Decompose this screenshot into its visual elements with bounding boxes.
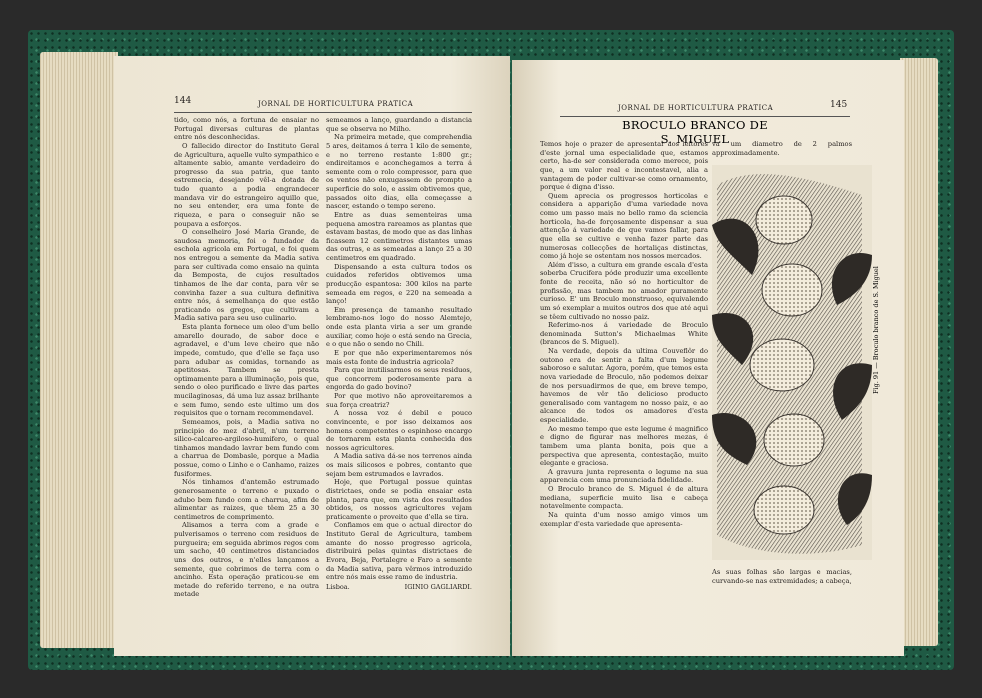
paragraph: Nós tinhamos d'antemão estrumado generosamente o terreno e puxado o adubo bem fundo com a charrua, afim de alimentar as raizes, que têem 25 a 30 centimetros de comprimento. <box>174 478 319 521</box>
paragraph: Hoje, que Portugal possue quintas districtaes, onde se podia ensaiar esta planta, para que, em vista dos resultados obtidos, os nossos agricultores vejam praticamente o proveito que d'ella se tira. <box>326 478 472 521</box>
paragraph: semeamos a lanço, guardando a distancia que se observa no Milho. <box>326 116 472 133</box>
left-page <box>114 56 510 656</box>
paragraph: A gravura junta representa o legume na sua apparencia com uma pronunciada fidelidade. <box>540 467 708 485</box>
paragraph: Entre as duas sementeiras uma pequena amostra rareamos as plantas que estavam bastas, de modo que as das linhas ficassem 12 centimetros distantes umas das outras, e as semeadas a lanço 25 a 30 centimetros em quadrado. <box>326 210 472 262</box>
header-rule <box>560 116 850 117</box>
paragraph: Referimo-nos á variedade de Broculo denominada Sutton's Michaelmas White (brancos de S. Miguel). <box>540 321 708 347</box>
paragraph: Na verdade, depois da ultima Couveflôr do outono era de sentir a falta d'um legume saboroso e salutar. Agora, porém, que temos esta nova variedade de Broculo, não podemos deixar de nos persuadirmos de que, em breve tempo, havemos de vêr tão delicioso producto generalisado com vantagem no nosso paiz, e ao alcance de todos os amadores d'esta especialidade. <box>540 347 708 424</box>
paragraph: Na primeira metade, que comprehendia 5 ares, deitamos á terra 1 kilo de semente, e no terreno restante 1:800 gr.; endireitamos e aconchegamos a terra á semente com o rolo compressor, para que os ventos não enxugassem de prompto a superficie do solo, e assim obtivemos que, passados oito dias, ella começasse a nascer, estando o tempo sereno. <box>326 133 472 211</box>
paragraph: Em presença de tamanho resultado lembramo-nos logo do nosso Alemtejo, onde esta planta viria a ser um grande auxiliar, como hoje o está sendo na Grecia, e o que não o sendo no Chili. <box>326 305 472 349</box>
paragraph: O Broculo branco de S. Miguel é de altura mediana, superficie muito lisa e cabeça notavelmente compacta. <box>540 485 708 511</box>
paragraph: Além d'isso, a cultura em grande escala d'esta soberba Crucifera póde produzir uma excellente fonte de receita, não só no horticultor de profissão, mas tambem no amador puramente curioso. E' um Broculo monstruoso, equivalendo um só exemplar a muitos outros dos que até aqui se têem cultivado no nosso paiz. <box>540 260 708 321</box>
paragraph: Confiamos em que o actual director do Instituto Geral de Agricultura, tambem amante do nosso progresso agricola, distribuirá pelas quintas districtaes de Evora, Beja, Portalegre e Faro a semente da Madia sativa, para vêrmos introduzido entre nós mais esse ramo de industria. <box>326 521 472 582</box>
page-number: 145 <box>830 100 848 110</box>
running-header: JORNAL DE HORTICULTURA PRATICA <box>618 104 774 112</box>
page-edges-right <box>900 58 938 646</box>
paragraph: Dispensando a esta cultura todos os cuidados referidos obtivemos uma producção espantosa: 300 kilos na parte semeada em regos, e 220 na semeada a lanço! <box>326 262 472 306</box>
paragraph: Por que motivo não aproveitaremos a sua força creatriz? <box>326 392 472 409</box>
broccoli-engraving <box>712 165 872 560</box>
text-column-2 <box>326 116 472 591</box>
paragraph: Semeamos, pois, a Madia sativa no principio do mez d'abril, n'um terreno silico-calcareo-argiloso-humifero, o qual tinhamos mandado lavrar bem fundo com a charrua de Dombasle, porque a Madia possue, como o Linho e o Canhamo, raizes fusiformes. <box>174 417 319 478</box>
paragraph: O conselheiro José Maria Grande, de saudosa memoria, foi o fundador da eschola agricola em Portugal, e foi quem nos entregou a semente da Madia sativa para ser cultivada como ensaio na quinta da Bemposta, de cujos resultados tinhamos de lhe dar conta, para vêr se convinha fazer a sua cultura definitiva entre nós, á semelhança do que estão praticando os gregos, que cultivam a Madia sativa para seu uso culinario. <box>174 228 319 323</box>
text-column-1 <box>540 140 708 528</box>
signature-place: Lisboa. <box>326 582 350 591</box>
page-number: 144 <box>174 96 192 106</box>
broccoli-illustration <box>712 165 872 560</box>
signature <box>326 583 472 592</box>
paragraph: Na quinta d'um nosso amigo vimos um exemplar d'esta variedade que apresenta- <box>540 510 708 528</box>
paragraph: Temos hoje o prazer de apresentar aos leitores d'este jornal uma especialidade que, estamos certo, ha-de ser considerada como merece, pois que, a um valor real e incontestavel, alia a vantagem de poder cultivar-se como ornamento, porque é digna d'isso. <box>540 140 708 192</box>
article-title: BROCULO BRANCO DE S. MIGUEL <box>622 118 768 146</box>
figure-caption: Fig. 91 — Broculo branco de S. Miguel <box>872 266 880 394</box>
text-column-1 <box>174 116 319 599</box>
paragraph: Esta planta fornece um oleo d'um bello amarello dourado, de sabor doce e agradavel, e d'um leve cheiro que não impede, comtudo, que d'elle se faça uso para adubar as comidas, tornando as apetitosas. Tambem se presta optimamente para a illuminação, pois que, sendo o oleo purificado e livre das partes mucilaginosas, dá uma luz assaz brilhante e sem fumo, sendo este ultimo um dos requisitos que o tornam recommendavel. <box>174 323 319 418</box>
paragraph: Alisamos a terra com a grade e pulverisamos o terreno com residuos de purgueira; em seguida abrimos regos com um sacho, 40 centimetros distanciados uns dos outros, e n'elles lançamos a semente, que cobrimos de terra com o ancinho. Esta operação praticou-se em metade do referido terreno, e na outra metade <box>174 521 319 599</box>
paragraph: A nossa voz é debil e pouco convincente, e por isso deixamos aos homens competentes o espinhoso encargo de tornarem esta planta conhecida dos nossos agricultores. <box>326 409 472 452</box>
paragraph: Quem aprecia os progressos horticolas e considera a apparição d'uma variedade nova como um passo mais no bello ramo da sciencia horticola, ha-de forçosamente dispensar a sua attenção á variedade de que vamos fallar, para que ella se cultive e venha fazer parte das numerosas collecções de hortaliças distinctas, como já hoje se ostentam nos nossos mercados. <box>540 191 708 261</box>
paragraph: O fallecido director do Instituto Geral de Agricultura, aquelle vulto sympathico e altamente sabio, amante verdadeiro do progresso da sua patria, que tanto estremecia, desejando vêl-a dotada de tudo quanto a podia engrandecer mandava vir do estrangeiro aquillo que, no seu entender, era uma fonte de riqueza, e para o conseguir não se poupava a esforços. <box>174 141 319 228</box>
text-column-2-bottom: As suas folhas são largas e macias, curvando-se nas extremidades; a cabeça, <box>712 568 852 585</box>
paragraph: Para que inutilisarmos os seus residuos, que concorrem poderosamente para a engorda do gado bovino? <box>326 366 472 392</box>
text-column-2-top: va um diametro de 2 palmos approximadamente. <box>712 140 852 157</box>
running-header: JORNAL DE HORTICULTURA PRATICA <box>258 100 414 108</box>
paragraph: A Madia sativa dá-se nos terrenos ainda os mais silicosos e pobres, contanto que sejam bem estrumados e lavrados. <box>326 452 472 478</box>
signature-name: IGINIO GAGLIARDI. <box>404 582 472 591</box>
paragraph: Ao mesmo tempo que este legume é magnifico e digno de figurar nas melhores mezas, é tambem uma planta bonita, pois que a perspectiva que apresenta, contestação, muito elegante e graciosa. <box>540 424 708 468</box>
page-edges-left <box>40 52 118 648</box>
paragraph: E por que não experimentaremos nós mais esta fonte de industria agricola? <box>326 348 472 366</box>
paragraph: tido, como nós, a fortuna de ensaiar no Portugal diversas culturas de plantas entre nós desconhecidas. <box>174 116 319 142</box>
header-rule <box>174 112 472 113</box>
